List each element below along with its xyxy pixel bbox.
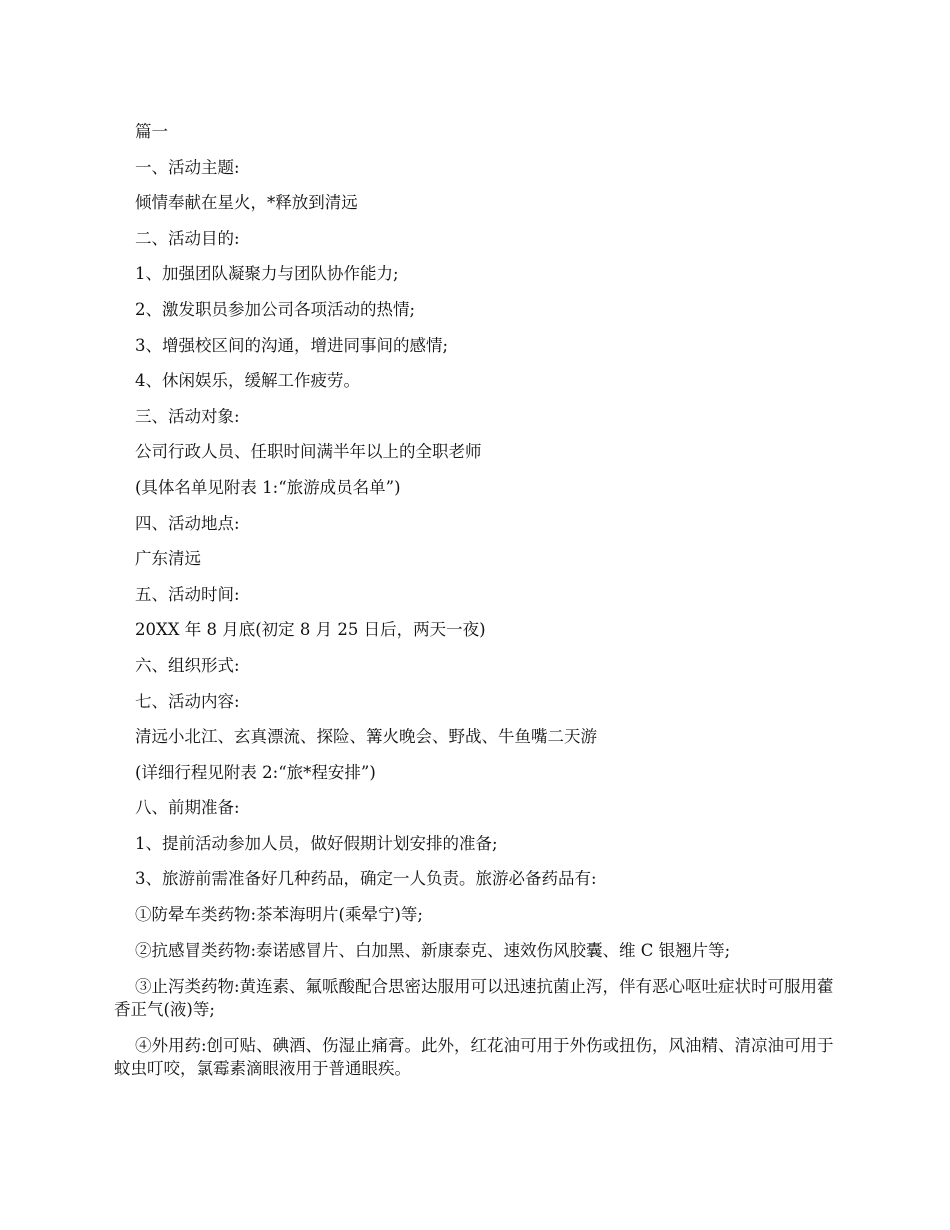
heading-time: 五、活动时间:: [135, 584, 240, 604]
preparation-item-3: 3、旅游前需准备好几种药品，确定一人负责。旅游必备药品有:: [135, 869, 597, 889]
content-note: (详细行程见附表 2:“旅*程安排”): [135, 762, 376, 782]
heading-preparation: 八、前期准备:: [135, 798, 240, 818]
document-body: [114, 122, 834, 1094]
content-text: 清远小北江、玄真漂流、探险、篝火晚会、野战、牛鱼嘴二天游: [135, 727, 597, 747]
medicine-item-2: ②抗感冒类药物:泰诺感冒片、白加黑、新康泰克、速效伤风胶囊、维 C 银翘片等;: [135, 940, 731, 960]
purpose-item-3: 3、增强校区间的沟通，增进同事间的感情;: [135, 335, 449, 355]
section-label: 篇一: [135, 122, 168, 141]
medicine-item-3: ③止泻类药物:黄连素、氟哌酸配合思密达服用可以迅速抗菌止泻，伴有恶心呕吐症状时可服用藿香正气(液)等;: [114, 977, 834, 1019]
audience-text: 公司行政人员、任职时间满半年以上的全职老师: [135, 442, 482, 462]
heading-purpose: 二、活动目的:: [135, 228, 240, 248]
heading-format: 六、组织形式:: [135, 655, 240, 675]
time-text: 20XX 年 8 月底(初定 8 月 25 日后，两天一夜): [135, 620, 486, 640]
heading-location: 四、活动地点:: [135, 513, 240, 533]
location-text: 广东清远: [135, 549, 201, 569]
purpose-item-1: 1、加强团队凝聚力与团队协作能力;: [135, 264, 399, 284]
theme-text: 倾情奉献在星火，*释放到清远: [135, 193, 358, 213]
heading-theme: 一、活动主题:: [135, 157, 240, 177]
medicine-item-4: ④外用药:创可贴、碘酒、伤湿止痛膏。此外，红花油可用于外伤或扭伤，风油精、清凉油可用于蚊虫叮咬，氯霉素滴眼液用于普通眼疾。: [114, 1036, 834, 1078]
heading-audience: 三、活动对象:: [135, 406, 240, 426]
medicine-item-1: ①防晕车类药物:茶苯海明片(乘晕宁)等;: [135, 905, 423, 925]
heading-content: 七、活动内容:: [135, 691, 240, 711]
purpose-item-2: 2、激发职员参加公司各项活动的热情;: [135, 299, 416, 319]
audience-note: (具体名单见附表 1:“旅游成员名单”): [135, 477, 401, 497]
preparation-item-1: 1、提前活动参加人员，做好假期计划安排的准备;: [135, 833, 498, 853]
purpose-item-4: 4、休闲娱乐，缓解工作疲劳。: [135, 371, 360, 391]
